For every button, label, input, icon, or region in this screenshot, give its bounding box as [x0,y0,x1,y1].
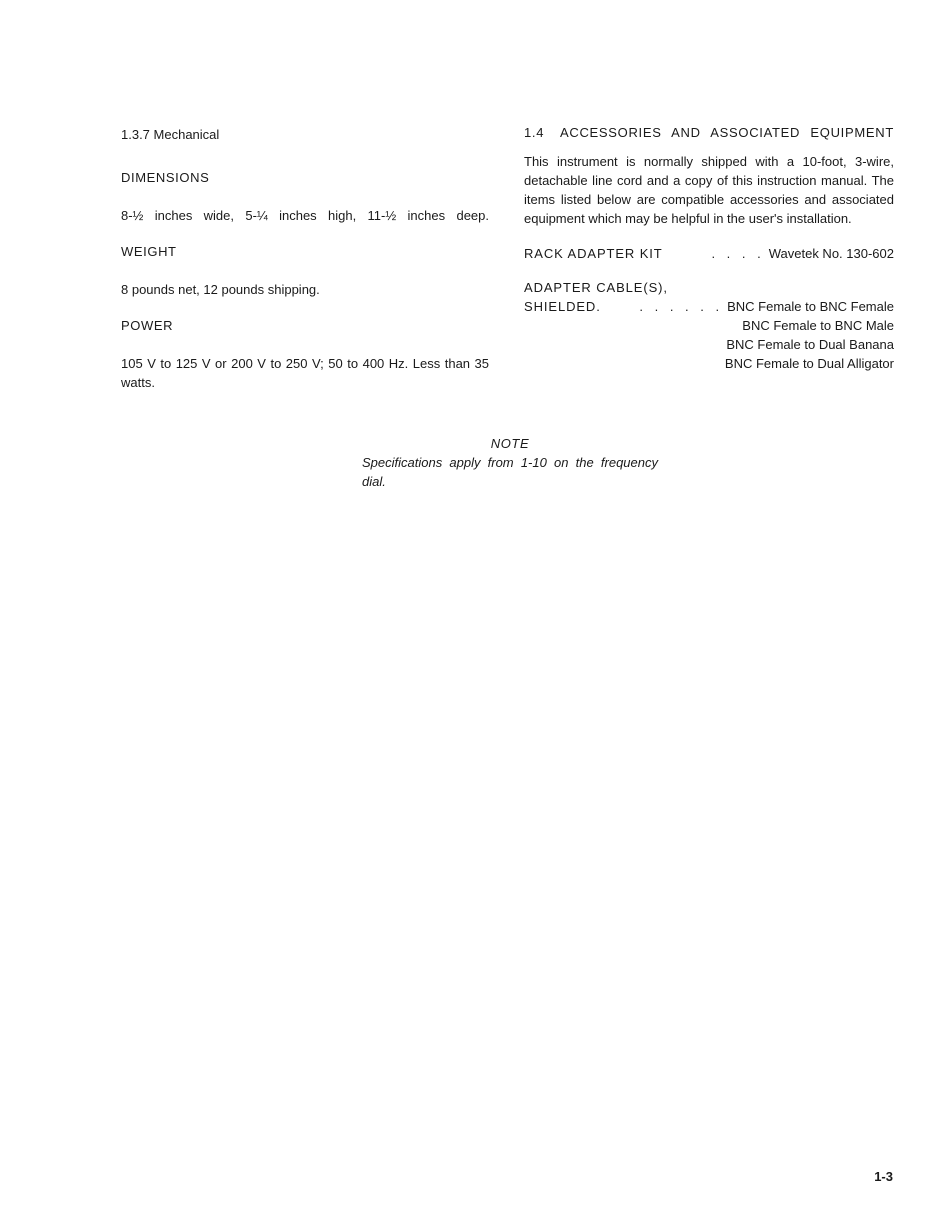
section-number: 1.4 [524,125,545,140]
adapter-cable-label-line1: ADAPTER CABLE(S), [524,280,668,295]
rack-adapter-value: Wavetek No. 130-602 [768,246,894,261]
rack-adapter-row [524,244,894,263]
adapter-cable-value: BNC Female to BNC Male [742,318,894,333]
adapter-cable-leader: . . . . . . [639,299,724,314]
note-text: Specifications apply from 1-10 on the frequency dial. [362,455,658,489]
dimensions-heading: DIMENSIONS [121,170,210,185]
power-text: 105 V to 125 V or 200 V to 250 V; 50 to 400 Hz. Less than 35 watts. [121,356,489,390]
note-box [362,434,658,491]
rack-adapter-label: RACK ADAPTER KIT [524,246,663,261]
section-title: ACCESSORIES AND ASSOCIATED EQUIPMENT [560,125,894,140]
adapter-cable-value: BNC Female to Dual Alligator [724,356,894,371]
dimensions-text: 8-½ inches wide, 5-¼ inches high, 11-½ inches deep. [121,208,489,223]
weight-text: 8 pounds net, 12 pounds shipping. [121,282,320,297]
adapter-cable-row [524,297,894,316]
accessories-section [524,124,894,373]
adapter-cable-label-line2: SHIELDED. [524,299,601,314]
accessories-heading [524,124,894,141]
mechanical-title: 1.3.7 Mechanical [121,127,220,142]
adapter-cable-label-row [524,278,894,297]
mechanical-section [121,126,489,410]
page-number: 1-3 [874,1169,893,1184]
accessories-intro: This instrument is normally shipped with a 10-foot, 3-wire, detachable line cord and a copy of this instruction manual. The items listed below are compatible accessories and associated equipment which may be helpful in the user's installation. [524,154,894,226]
rack-adapter-leader: . . . . [711,246,765,261]
power-heading: POWER [121,318,174,333]
adapter-cable-value: BNC Female to BNC Female [727,299,894,314]
weight-heading: WEIGHT [121,244,177,259]
adapter-cable-value: BNC Female to Dual Banana [726,337,894,352]
note-heading: NOTE [490,436,530,451]
